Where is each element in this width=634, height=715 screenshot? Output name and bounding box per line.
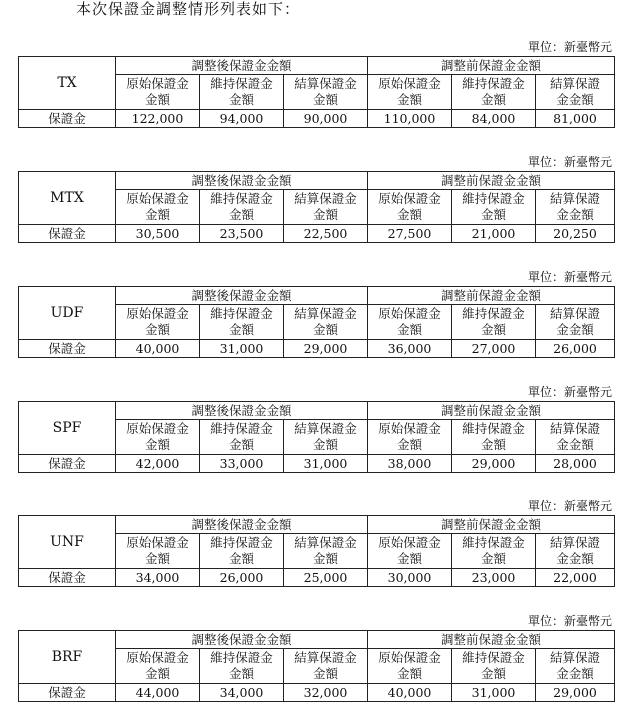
after-value: 42,000: [116, 455, 200, 473]
column-header-label: 維持保證金金額: [462, 650, 525, 681]
before-value: 110,000: [368, 110, 452, 128]
column-header: [200, 420, 284, 455]
column-header-label: 結算保證金金額: [549, 421, 600, 452]
product-code: UDF: [19, 287, 116, 340]
unit-label: 單位：新臺幣元: [527, 499, 612, 513]
column-header: [536, 305, 615, 340]
column-header: [536, 420, 615, 455]
column-header: [116, 649, 200, 684]
unit-label: 單位：新臺幣元: [527, 385, 612, 399]
margin-table-block: [18, 499, 614, 587]
before-value: 27,000: [452, 340, 536, 358]
before-adjustment-header: 調整前保證金金額: [368, 57, 615, 75]
column-header: [284, 75, 368, 110]
before-value: 38,000: [368, 455, 452, 473]
column-header-label: 結算保證金金額: [294, 535, 357, 566]
column-header-label: 結算保證金金額: [294, 421, 357, 452]
before-value: 21,000: [452, 225, 536, 243]
table-row: [19, 684, 615, 702]
before-value: 30,000: [368, 569, 452, 587]
table-row: [19, 225, 615, 243]
after-value: 30,500: [116, 225, 200, 243]
column-header-label: 原始保證金金額: [126, 191, 189, 222]
column-header: [284, 534, 368, 569]
before-value: 40,000: [368, 684, 452, 702]
unit-label: 單位：新臺幣元: [527, 155, 612, 169]
column-header: [368, 649, 452, 684]
margin-table-block: [18, 614, 614, 702]
column-header-label: 維持保證金金額: [210, 191, 273, 222]
column-header: [116, 75, 200, 110]
column-header: [284, 190, 368, 225]
before-value: 81,000: [536, 110, 615, 128]
column-header: [200, 649, 284, 684]
after-adjustment-header: 調整後保證金金額: [116, 402, 368, 420]
column-header: [452, 534, 536, 569]
after-adjustment-header: 調整後保證金金額: [116, 631, 368, 649]
row-label: 保證金: [19, 225, 116, 243]
after-value: 29,000: [284, 340, 368, 358]
after-adjustment-header: 調整後保證金金額: [116, 172, 368, 190]
margin-table: [18, 56, 615, 128]
before-value: 22,000: [536, 569, 615, 587]
unit-label: 單位：新臺幣元: [527, 270, 612, 284]
column-header-label: 結算保證金金額: [549, 306, 600, 337]
before-value: 84,000: [452, 110, 536, 128]
column-header-label: 原始保證金金額: [126, 421, 189, 452]
column-header: [368, 305, 452, 340]
row-label: 保證金: [19, 110, 116, 128]
table-row: [19, 455, 615, 473]
row-label: 保證金: [19, 455, 116, 473]
before-value: 26,000: [536, 340, 615, 358]
column-header: [200, 305, 284, 340]
column-header: [452, 305, 536, 340]
before-value: 20,250: [536, 225, 615, 243]
column-header-label: 原始保證金金額: [126, 76, 189, 107]
column-header: [116, 190, 200, 225]
after-value: 22,500: [284, 225, 368, 243]
column-header-label: 結算保證金金額: [294, 191, 357, 222]
margin-table: [18, 401, 615, 473]
column-header: [536, 190, 615, 225]
after-value: 94,000: [200, 110, 284, 128]
column-header: [536, 75, 615, 110]
after-value: 90,000: [284, 110, 368, 128]
before-value: 29,000: [536, 684, 615, 702]
column-header: [368, 420, 452, 455]
before-adjustment-header: 調整前保證金金額: [368, 516, 615, 534]
column-header: [200, 534, 284, 569]
before-value: 23,000: [452, 569, 536, 587]
after-value: 31,000: [284, 455, 368, 473]
column-header-label: 維持保證金金額: [210, 421, 273, 452]
after-value: 33,000: [200, 455, 284, 473]
column-header: [452, 649, 536, 684]
column-header-label: 維持保證金金額: [210, 650, 273, 681]
after-adjustment-header: 調整後保證金金額: [116, 57, 368, 75]
product-code: BRF: [19, 631, 116, 684]
after-adjustment-header: 調整後保證金金額: [116, 516, 368, 534]
column-header: [200, 75, 284, 110]
column-header-label: 維持保證金金額: [462, 306, 525, 337]
after-value: 34,000: [116, 569, 200, 587]
column-header: [200, 190, 284, 225]
margin-table-block: [18, 40, 614, 128]
product-code: UNF: [19, 516, 116, 569]
intro-text: 本次保證金調整情形列表如下：: [76, 0, 301, 18]
margin-table: [18, 515, 615, 587]
column-header: [116, 305, 200, 340]
after-value: 122,000: [116, 110, 200, 128]
after-value: 31,000: [200, 340, 284, 358]
after-value: 25,000: [284, 569, 368, 587]
column-header: [368, 75, 452, 110]
before-value: 31,000: [452, 684, 536, 702]
column-header: [284, 420, 368, 455]
column-header: [284, 649, 368, 684]
column-header-label: 維持保證金金額: [210, 306, 273, 337]
before-adjustment-header: 調整前保證金金額: [368, 631, 615, 649]
unit-label: 單位：新臺幣元: [527, 614, 612, 628]
column-header: [116, 420, 200, 455]
column-header: [536, 534, 615, 569]
before-adjustment-header: 調整前保證金金額: [368, 402, 615, 420]
after-value: 44,000: [116, 684, 200, 702]
table-row: [19, 569, 615, 587]
column-header-label: 結算保證金金額: [549, 76, 600, 107]
column-header-label: 維持保證金金額: [462, 535, 525, 566]
column-header: [452, 190, 536, 225]
column-header-label: 原始保證金金額: [378, 535, 441, 566]
after-value: 32,000: [284, 684, 368, 702]
margin-table: [18, 171, 615, 243]
column-header-label: 原始保證金金額: [378, 421, 441, 452]
column-header: [536, 649, 615, 684]
column-header-label: 維持保證金金額: [462, 191, 525, 222]
before-value: 36,000: [368, 340, 452, 358]
before-value: 29,000: [452, 455, 536, 473]
before-adjustment-header: 調整前保證金金額: [368, 287, 615, 305]
column-header-label: 結算保證金金額: [294, 650, 357, 681]
after-value: 40,000: [116, 340, 200, 358]
column-header-label: 維持保證金金額: [462, 76, 525, 107]
column-header-label: 維持保證金金額: [210, 76, 273, 107]
column-header-label: 維持保證金金額: [210, 535, 273, 566]
after-value: 26,000: [200, 569, 284, 587]
product-code: SPF: [19, 402, 116, 455]
margin-table: [18, 630, 615, 702]
column-header-label: 結算保證金金額: [549, 650, 600, 681]
after-value: 23,500: [200, 225, 284, 243]
after-value: 34,000: [200, 684, 284, 702]
margin-table-block: [18, 270, 614, 358]
column-header-label: 原始保證金金額: [378, 191, 441, 222]
product-code: TX: [19, 57, 116, 110]
table-row: [19, 110, 615, 128]
column-header-label: 原始保證金金額: [378, 650, 441, 681]
column-header: [368, 190, 452, 225]
column-header-label: 維持保證金金額: [462, 421, 525, 452]
column-header-label: 結算保證金金額: [294, 76, 357, 107]
margin-table: [18, 286, 615, 358]
column-header-label: 結算保證金金額: [549, 535, 600, 566]
column-header-label: 原始保證金金額: [126, 535, 189, 566]
unit-label: 單位：新臺幣元: [527, 40, 612, 54]
row-label: 保證金: [19, 569, 116, 587]
column-header-label: 原始保證金金額: [126, 650, 189, 681]
before-value: 27,500: [368, 225, 452, 243]
column-header: [368, 534, 452, 569]
column-header: [284, 305, 368, 340]
product-code: MTX: [19, 172, 116, 225]
column-header-label: 結算保證金金額: [549, 191, 600, 222]
margin-table-block: [18, 385, 614, 473]
column-header-label: 原始保證金金額: [378, 306, 441, 337]
margin-table-block: [18, 155, 614, 243]
column-header: [452, 420, 536, 455]
after-adjustment-header: 調整後保證金金額: [116, 287, 368, 305]
row-label: 保證金: [19, 684, 116, 702]
column-header-label: 原始保證金金額: [126, 306, 189, 337]
row-label: 保證金: [19, 340, 116, 358]
table-row: [19, 340, 615, 358]
before-adjustment-header: 調整前保證金金額: [368, 172, 615, 190]
before-value: 28,000: [536, 455, 615, 473]
column-header: [452, 75, 536, 110]
column-header-label: 結算保證金金額: [294, 306, 357, 337]
column-header: [116, 534, 200, 569]
column-header-label: 原始保證金金額: [378, 76, 441, 107]
